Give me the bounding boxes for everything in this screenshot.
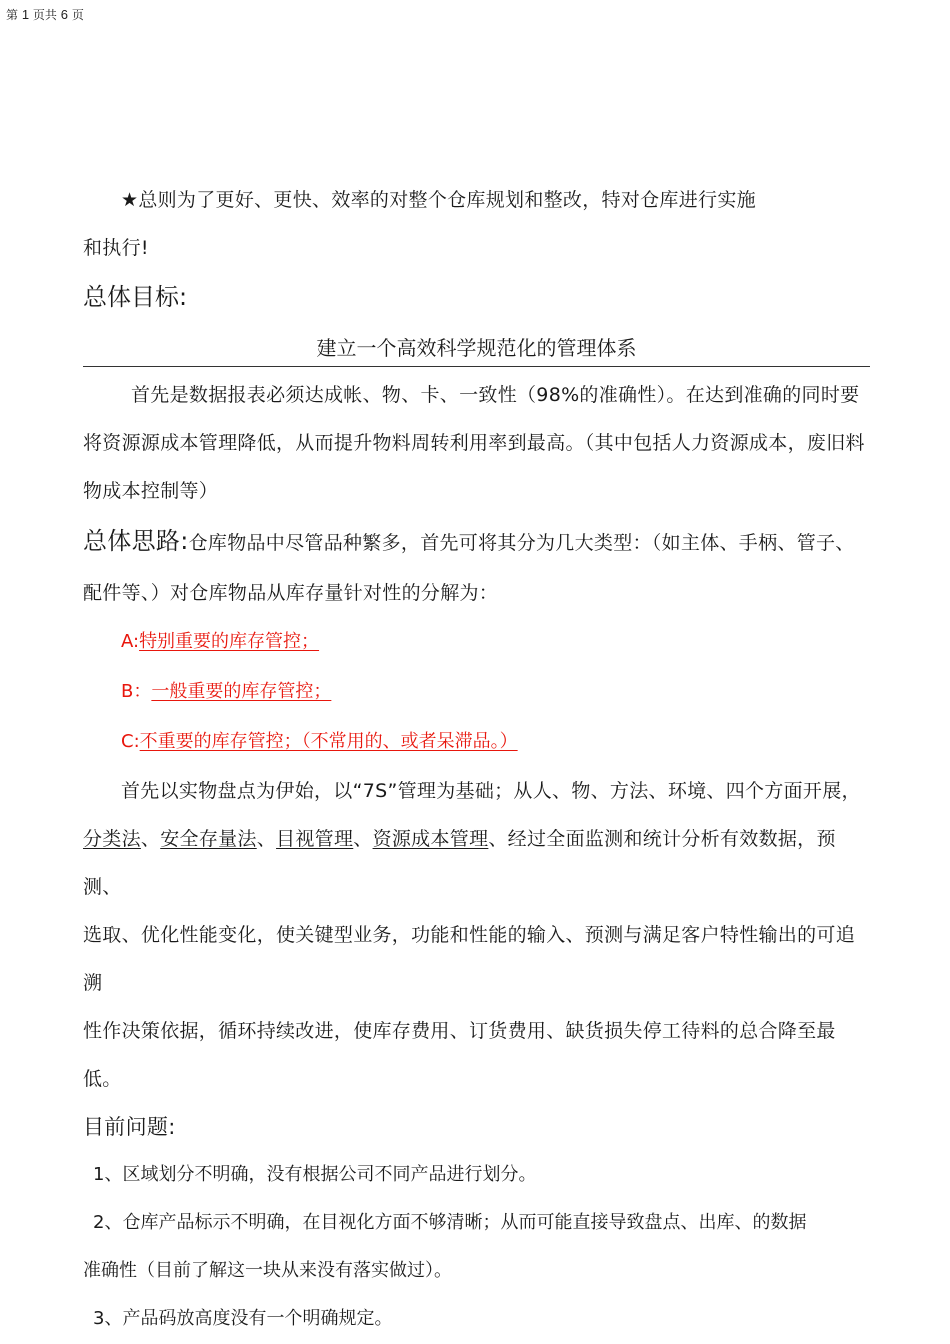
approach-body-line-3: 选取、优化性能变化，使关键型业务，功能和性能的输入、预测与满足客户特性输出的可追溯 [83,924,856,994]
approach-lead: 仓库物品中尽管品种繁多，首先可将其分为几大类型：（如主体、手柄、管子、 [188,532,855,554]
separator: 、 [256,828,277,850]
approach-body-line-4: 性作决策依据，循环持续改进，使库存费用、订货费用、缺货损失停工待料的总合降至最低。 [83,1020,836,1090]
category-item-c [83,717,870,767]
goal-para-line-1: 首先是数据报表必须达成帐、物、卡、一致性（98%的准确性）。在达到准确的同时要 [131,384,860,406]
page-suffix: 页 [71,8,84,22]
category-item-b [83,667,870,717]
goal-title: 建立一个高效科学规范化的管理体系 [83,330,870,367]
page-number: 1 [21,7,30,22]
category-text: 一般重要的库存管控； [151,681,332,702]
method-safety-stock: 安全存量法 [160,828,257,850]
approach-body-line-2 [83,815,870,911]
method-classification: 分类法 [83,828,141,850]
intro-line-1: ★总则为了更好、更快、效率的对整个仓库规划和整改，特对仓库进行实施 [121,189,756,211]
issue-item-1: 1、区域划分不明确，没有根据公司不同产品进行划分。 [93,1164,537,1185]
issue-item-2-line-2: 准确性（目前了解这一块从来没有落实做过）。 [83,1260,452,1281]
approach-line-2: 配件等、）对仓库物品从库存量针对性的分解为： [83,582,499,604]
issues-heading: 目前问题: [83,1115,176,1139]
page-prefix: 第 [6,8,19,22]
goal-para-line-3: 物成本控制等） [83,480,219,502]
approach-heading: 总体思路: [83,527,189,555]
page-total: 6 [60,7,68,22]
method-resource-cost: 资源成本管理 [372,828,489,850]
approach-line-1 [83,515,870,569]
category-item-a [83,617,870,667]
page-mid: 页共 [32,8,57,22]
category-text: 不重要的库存管控；（不常用的、或者呆滞品。） [139,731,518,752]
category-prefix: C: [121,731,140,752]
approach-body-line-2-tail: 、经过全面监测和统计分析有效数据，预测、 [83,828,836,898]
intro-line-2: 和执行! [83,237,149,259]
page-header [6,6,84,23]
method-visual-management: 目视管理 [276,828,354,850]
separator: 、 [353,828,373,850]
approach-body-line-1: 首先以实物盘点为伊始，以“7S”管理为基础；从人、物、方法、环境、四个方面开展， [121,780,861,802]
goal-heading: 总体目标: [83,283,188,311]
issue-item-2-line-1: 2、仓库产品标示不明确，在目视化方面不够清晰；从而可能直接导致盘点、出库、的数据 [93,1212,807,1233]
category-prefix: A: [121,631,140,652]
category-prefix: B： [121,681,152,702]
category-text: 特别重要的库存管控； [139,631,320,652]
goal-para-line-2: 将资源源成本管理降低，从而提升物料周转利用率到最高。（其中包括人力资源成本，废旧料 [83,432,865,454]
separator: 、 [140,828,161,850]
issue-item-3: 3、产品码放高度没有一个明确规定。 [93,1308,393,1329]
document-body [83,176,870,1343]
